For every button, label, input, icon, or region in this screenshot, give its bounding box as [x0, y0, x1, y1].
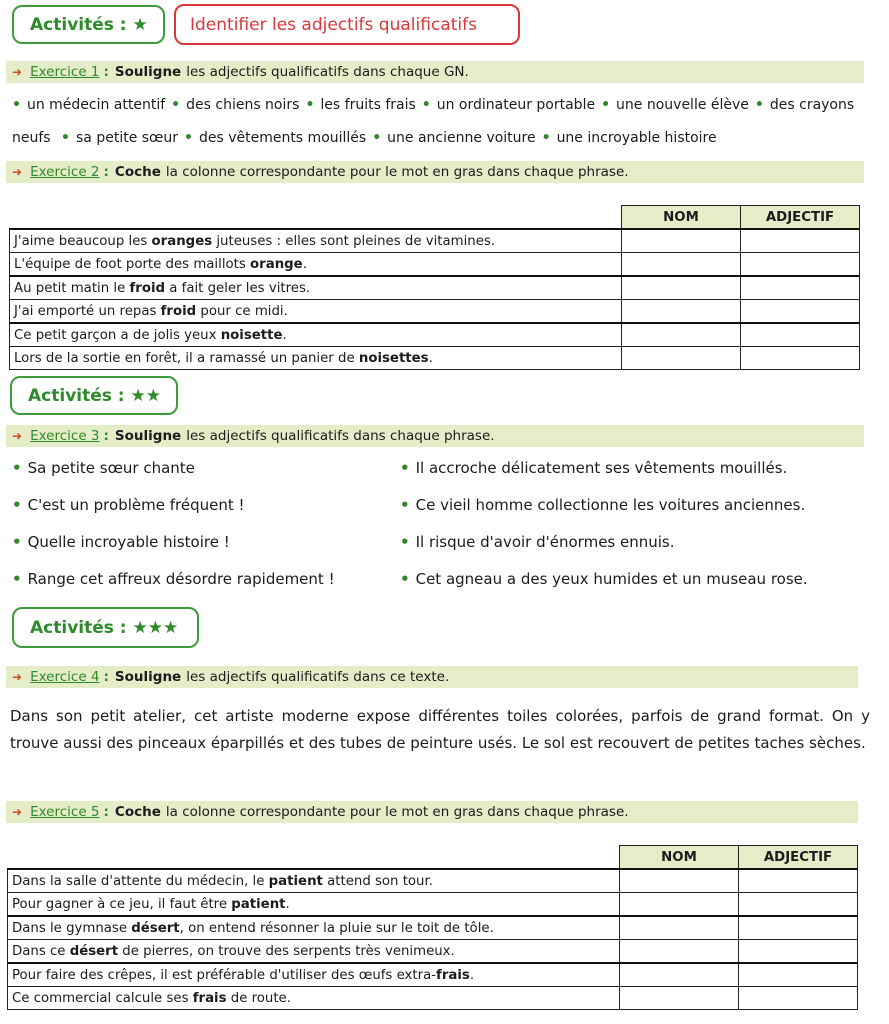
table-row [8, 940, 858, 964]
exercise-3-verb: Souligne [114, 428, 182, 444]
bullet-icon: • [12, 570, 22, 588]
sentence-text: pour ce midi. [196, 303, 288, 319]
table-header-row [10, 206, 860, 230]
adjectif-checkbox-cell[interactable] [739, 987, 858, 1010]
bold-word: froid [129, 280, 166, 296]
worksheet-title: Identifier les adjectifs qualificatifs [190, 14, 477, 35]
exercise-2-verb: Coche [114, 164, 161, 180]
sentence-text: Pour gagner à ce jeu, il faut être [12, 896, 232, 912]
bullet-icon: • [601, 97, 611, 113]
blank-cell [8, 846, 620, 870]
activity-level-3-box [12, 607, 199, 648]
sentence-text: L'équipe de foot porte des maillots [14, 256, 251, 272]
arrow-icon: ➜ [12, 429, 23, 443]
sentence-text: Quelle incroyable histoire ! [27, 533, 230, 551]
gn-item: sa petite sœur [76, 130, 178, 146]
column-header-adjectif: ADJECTIF [739, 846, 858, 870]
sentence-item [12, 459, 195, 477]
nom-checkbox-cell[interactable] [620, 940, 739, 964]
column-header-nom: NOM [620, 846, 739, 870]
bullet-icon: • [12, 496, 22, 514]
exercise-4-instruction: les adjectifs qualificatifs dans ce texte. [186, 669, 450, 685]
adjectif-checkbox-cell[interactable] [739, 869, 858, 893]
nom-checkbox-cell[interactable] [620, 963, 739, 987]
gn-item: les fruits frais [320, 97, 416, 113]
bullet-icon: • [12, 97, 21, 113]
adjectif-checkbox-cell[interactable] [741, 323, 860, 347]
sentence-text: Il risque d'avoir d'énormes ennuis. [415, 533, 675, 551]
bullet-icon: • [400, 533, 410, 551]
exercise-5-verb: Coche [114, 804, 161, 820]
bold-word: orange [250, 256, 303, 272]
colon: : [103, 804, 109, 820]
adjectif-checkbox-cell[interactable] [741, 300, 860, 324]
bold-word: oranges [151, 233, 213, 249]
exercise-3-instruction: les adjectifs qualificatifs dans chaque phrase. [186, 428, 495, 444]
adjectif-checkbox-cell[interactable] [741, 253, 860, 277]
worksheet-title-box [174, 4, 520, 45]
exercise-1-line-2 [12, 130, 717, 146]
sentence-text: attend son tour. [322, 873, 433, 889]
sentence-text: Dans ce [12, 943, 70, 959]
activity-level-2-box [10, 376, 178, 415]
bullet-icon: • [400, 570, 410, 588]
exercise-4-bar [6, 666, 858, 688]
bullet-icon: • [305, 97, 315, 113]
exercise-3-name: Exercice 3 [30, 428, 100, 444]
sentence-cell [10, 323, 622, 347]
sentence-text: Au petit matin le [14, 280, 130, 296]
table-header-row [8, 846, 858, 870]
gn-item: des vêtements mouillés [198, 130, 367, 146]
bullet-icon: • [754, 97, 764, 113]
gn-item: neufs [12, 130, 56, 146]
sentence-text: Ce vieil homme collectionne les voitures anciennes. [415, 496, 806, 514]
gn-item: une ancienne voiture [387, 130, 536, 146]
sentence-cell [8, 869, 620, 893]
table-row [10, 323, 860, 347]
sentence-text: Sa petite sœur chante [27, 459, 195, 477]
sentence-text: C'est un problème fréquent ! [27, 496, 245, 514]
activity-level-1-label: Activités : ★ [30, 14, 148, 35]
exercise-2-instruction: la colonne correspondante pour le mot en gras dans chaque phrase. [165, 164, 629, 180]
colon: : [103, 164, 109, 180]
exercise-5-table [7, 845, 858, 1010]
colon: : [103, 669, 109, 685]
table-row [8, 987, 858, 1010]
sentence-cell [8, 916, 620, 940]
adjectif-checkbox-cell[interactable] [739, 940, 858, 964]
bold-word: froid [160, 303, 197, 319]
table-row [10, 347, 860, 370]
bullet-icon: • [61, 130, 70, 146]
sentence-text: Range cet affreux désordre rapidement ! [27, 570, 335, 588]
sentence-text: J'ai emporté un repas [14, 303, 161, 319]
exercise-4-name: Exercice 4 [30, 669, 100, 685]
sentence-cell [8, 987, 620, 1010]
sentence-text: Lors de la sortie en forêt, il a ramassé un panier de [14, 350, 359, 366]
exercise-2-table [9, 205, 860, 370]
bold-word: patient [231, 896, 286, 912]
arrow-icon: ➜ [12, 65, 23, 79]
sentence-cell [10, 276, 622, 300]
sentence-text: Ce commercial calcule ses [12, 990, 193, 1006]
colon: : [103, 428, 109, 444]
sentence-item [400, 570, 808, 588]
exercise-1-instruction: les adjectifs qualificatifs dans chaque GN. [186, 64, 469, 80]
bullet-icon: • [541, 130, 551, 146]
blank-cell [10, 206, 622, 230]
bold-word: frais [436, 967, 470, 983]
exercise-1-verb: Souligne [114, 64, 182, 80]
activity-level-3-label: Activités : ★★★ [30, 617, 179, 638]
activity-level-2-label: Activités : ★★ [28, 385, 161, 406]
bold-word: désert [131, 920, 180, 936]
bullet-icon: • [184, 130, 193, 146]
sentence-text: Cet agneau a des yeux humides et un museau rose. [415, 570, 808, 588]
sentence-cell [8, 893, 620, 917]
gn-item: un ordinateur portable [436, 97, 596, 113]
adjectif-checkbox-cell[interactable] [741, 229, 860, 253]
nom-checkbox-cell[interactable] [622, 253, 741, 277]
gn-item: des crayons [769, 97, 855, 113]
sentence-text: de pierres, on trouve des serpents très venimeux. [118, 943, 455, 959]
bullet-icon: • [400, 496, 410, 514]
colon: : [103, 64, 109, 80]
sentence-text: Dans la salle d'attente du médecin, le [12, 873, 269, 889]
sentence-text: juteuses : elles sont pleines de vitamines. [212, 233, 496, 249]
sentence-cell [10, 253, 622, 277]
adjectif-checkbox-cell[interactable] [739, 893, 858, 917]
bullet-icon: • [12, 533, 22, 551]
sentence-cell [10, 229, 622, 253]
sentence-text: . [285, 896, 290, 912]
exercise-3-bar [6, 425, 864, 447]
sentence-text: . [282, 327, 287, 343]
sentence-item [400, 496, 805, 514]
gn-item: un médecin attentif [26, 97, 166, 113]
sentence-text: a fait geler les vitres. [165, 280, 311, 296]
bullet-icon: • [400, 459, 410, 477]
exercise-5-name: Exercice 5 [30, 804, 100, 820]
nom-checkbox-cell[interactable] [620, 916, 739, 940]
nom-checkbox-cell[interactable] [620, 869, 739, 893]
sentence-item [12, 533, 230, 551]
nom-checkbox-cell[interactable] [620, 893, 739, 917]
gn-item: une nouvelle élève [616, 97, 749, 113]
column-header-adjectif: ADJECTIF [741, 206, 860, 230]
nom-checkbox-cell[interactable] [622, 300, 741, 324]
nom-checkbox-cell[interactable] [622, 323, 741, 347]
sentence-text: de route. [226, 990, 291, 1006]
nom-checkbox-cell[interactable] [620, 987, 739, 1010]
sentence-item [400, 459, 787, 477]
table-row [10, 300, 860, 324]
bullet-icon: • [171, 97, 181, 113]
table-row [8, 869, 858, 893]
adjectif-checkbox-cell[interactable] [739, 916, 858, 940]
table-row [8, 916, 858, 940]
gn-item: une incroyable histoire [556, 130, 717, 146]
table-row [10, 229, 860, 253]
adjectif-checkbox-cell[interactable] [741, 276, 860, 300]
bold-word: noisette [220, 327, 283, 343]
nom-checkbox-cell[interactable] [622, 276, 741, 300]
sentence-text: Ce petit garçon a de jolis yeux [14, 327, 221, 343]
arrow-icon: ➜ [12, 805, 23, 819]
exercise-1-name: Exercice 1 [30, 64, 100, 80]
sentence-item [12, 570, 335, 588]
sentence-text: Il accroche délicatement ses vêtements mouillés. [415, 459, 788, 477]
table-row [8, 893, 858, 917]
nom-checkbox-cell[interactable] [622, 229, 741, 253]
exercise-2-name: Exercice 2 [30, 164, 100, 180]
sentence-cell [10, 300, 622, 324]
sentence-text: . [469, 967, 475, 983]
sentence-text: . [428, 350, 433, 366]
exercise-1-bar [6, 61, 864, 83]
sentence-text: , on entend résonner la pluie sur le toit de tôle. [179, 920, 494, 936]
sentence-cell [8, 940, 620, 964]
sentence-item [400, 533, 675, 551]
bold-word: patient [268, 873, 323, 889]
table-row [10, 276, 860, 300]
activity-level-1-box [12, 5, 165, 44]
sentence-cell [8, 963, 620, 987]
bullet-icon: • [12, 459, 22, 477]
sentence-cell [10, 347, 622, 370]
sentence-text: Pour faire des crêpes, il est préférable d'utiliser des œufs extra- [12, 967, 437, 983]
gn-item: des chiens noirs [186, 97, 300, 113]
adjectif-checkbox-cell[interactable] [741, 347, 860, 370]
arrow-icon: ➜ [12, 670, 23, 684]
exercise-5-instruction: la colonne correspondante pour le mot en gras dans chaque phrase. [165, 804, 629, 820]
exercise-5-bar [6, 801, 858, 823]
exercise-4-text: Dans son petit atelier, cet artiste moderne expose différentes toiles colorées, parfois de grand format. On y trouve aussi des pinceaux éparpillés et des tubes de peinture usés. Le sol est recouvert de petites taches sèches. [10, 707, 870, 752]
bullet-icon: • [421, 97, 431, 113]
table-row [8, 963, 858, 987]
sentence-text: Dans le gymnase [12, 920, 132, 936]
sentence-text: . [302, 256, 307, 272]
bold-word: désert [69, 943, 119, 959]
adjectif-checkbox-cell[interactable] [739, 963, 858, 987]
sentence-text: J'aime beaucoup les [14, 233, 152, 249]
exercise-4-verb: Souligne [114, 669, 182, 685]
sentence-item [12, 496, 245, 514]
exercise-1-line-1 [12, 97, 854, 113]
exercise-2-bar [6, 161, 864, 183]
bullet-icon: • [372, 130, 382, 146]
bold-word: frais [192, 990, 227, 1006]
nom-checkbox-cell[interactable] [622, 347, 741, 370]
arrow-icon: ➜ [12, 165, 23, 179]
bold-word: noisettes [358, 350, 429, 366]
table-row [10, 253, 860, 277]
column-header-nom: NOM [622, 206, 741, 230]
